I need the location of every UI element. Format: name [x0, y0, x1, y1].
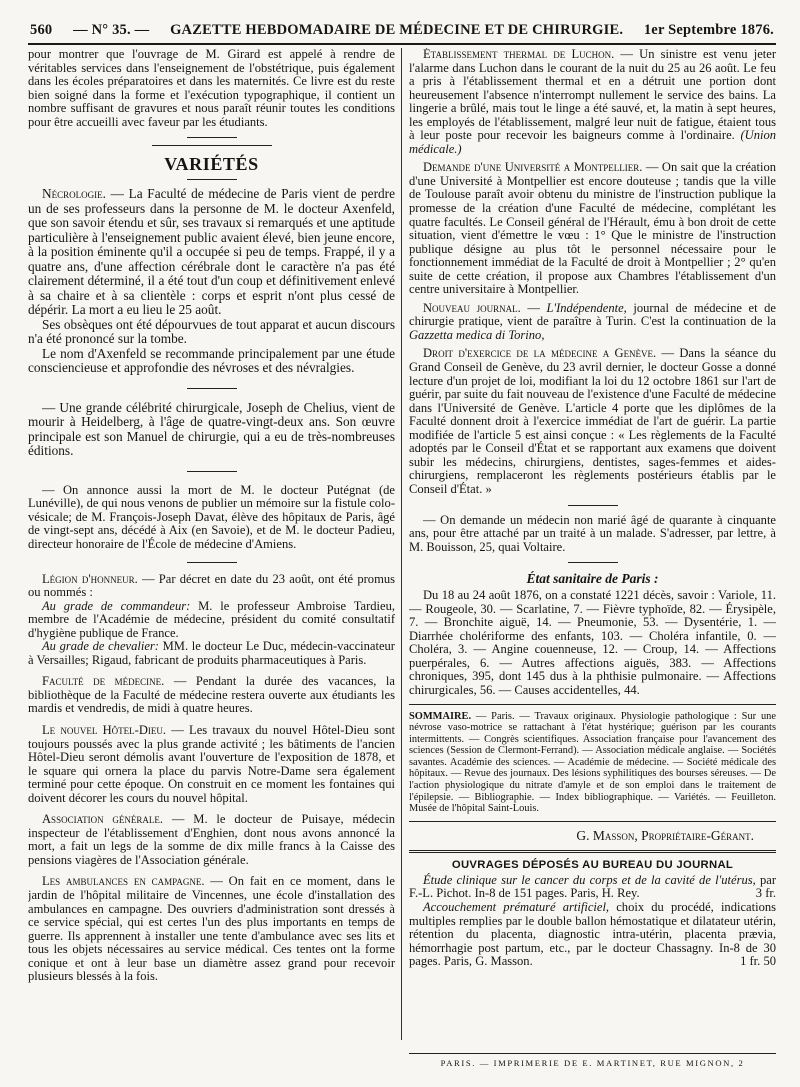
necrologie-paragraph: [28, 187, 395, 318]
divider: [409, 704, 776, 705]
book-2-text: choix du procédé, indications multiples remplies par le double ballon hémostatique et dilatateur utérin, rétention du placenta, diagnostic intra-utérin, placenta prævia, hémorrhagie post partum, etc., par le docteur Chassagny. In-8 de 30 pages. Paris, G. Masson.: [409, 899, 776, 969]
legion-chevalier: [28, 640, 395, 667]
universite-label: Demande d'une Université a Montpellier.: [423, 160, 643, 175]
geneve-text: — Dans la séance du Grand Conseil de Genève, du 23 avril dernier, le docteur Gosse a donné lecture d'un projet de loi, modifiant la loi du 12 octobre 1861 sur l'art de guérir, par suite du fait nouveau de l'existence d'une Faculté de médecine dans l'Université de Genève. L'article 4 porte que les diplômes de la Faculté donnent droit à l'exercice immédiat de l'art de guérir. La partie modifiée de l'article 5 est ainsi conçue : « Les règlements de la Faculté adoptés par le Conseil d'État et se rapportant aux examens que doivent subir les médecins, chirurgiens, dentistes, sages-femmes et aides-chirurgiens, remplaceront les règlements postérieurs établis par le Conseil d'État. »: [409, 346, 776, 496]
divider: [187, 137, 237, 138]
geneve-label: Droit d'exercice de la médecine a Genève.: [423, 346, 657, 361]
association-label: Association générale.: [42, 812, 164, 827]
header-rule: [28, 43, 776, 45]
ambulances-label: Les ambulances en campagne.: [42, 874, 205, 889]
nouveau-journal-dash: —: [520, 300, 547, 315]
nouveau-journal-text: journal de médecine et de chirurgie pratique, vient de paraître à Turin. C'est la continuation de la: [409, 300, 776, 329]
divider: [187, 179, 237, 180]
association-text: — M. le docteur de Puisaye, médecin inspecteur de l'établissement d'Enghien, dont nous avons annoncé la mort, a fait un legs de la somme de dix mille francs à la Caisse des pensions viagères de l'Association générale.: [28, 812, 395, 867]
faculte-paragraph: [28, 675, 395, 716]
imprint: PARIS. — IMPRIMERIE DE E. MARTINET, RUE MIGNON, 2: [440, 1058, 745, 1068]
issue-number: — N° 35. —: [73, 22, 150, 38]
divider: [152, 145, 272, 146]
luchon-source: (Union médicale.): [409, 128, 776, 156]
etat-sanitaire-title: État sanitaire de Paris :: [526, 571, 659, 587]
legion-paragraph: [28, 573, 395, 600]
newspaper-page: [28, 22, 776, 1074]
owner-name: G. Masson, Propriétaire-Gérant.: [576, 827, 754, 843]
column-rule: [395, 48, 409, 1074]
geneve-paragraph: [409, 347, 776, 496]
divider: [409, 821, 776, 822]
divider: [187, 562, 237, 563]
nouveau-journal-label: Nouveau journal.: [423, 300, 521, 315]
putegnat-paragraph: — On annonce aussi la mort de M. le docteur Putégnat (de Lunéville), de qui nous venons de publier un mémoire sur la fistule colo-vésicale; de M. François-Joseph Davat, élève des hôpitaux de Paris, âgé de vingt-sept ans, décédé à Aix (en Savoie), et de M. le docteur Padieu, directeur honoraire de l'École de médecine d'Amiens.: [28, 482, 395, 551]
owner-line: [409, 828, 776, 844]
right-column: [409, 48, 776, 1074]
faculte-label: Faculté de médecine.: [42, 674, 165, 689]
universite-text: — On sait que la création d'une Université à Montpellier est encore douteuse ; tandis que la ville de Toulouse paraît avoir obtenu du ministre de l'instruction publique la promesse de la création d'une Faculté de médecine, complétant les quatre facultés. Le Conseil général de l'Hérault, ému à bon droit de cette situation, vient d'émettre le vœu : 1° Que le ministre de l'instruction publique désigne au plus tôt le personnel nécessaire pour le fonctionnement immédiat de la Faculté de droit à Montpellier ; 2° qu'en suite de cette création, il propose aux Chambres l'établissement d'un centre universitaire à Montpellier.: [409, 160, 776, 297]
hotel-dieu-paragraph: [28, 724, 395, 805]
legion-commandeur: [28, 600, 395, 641]
book-2: [409, 901, 776, 969]
necrologie-paragraph-3: Le nom d'Axenfeld se recommande principalement par une étude consciencieuse et approfondie des névroses et des névralgies.: [28, 345, 395, 376]
journal-title: GAZETTE HEBDOMADAIRE DE MÉDECINE ET DE CHIRURGIE.: [170, 22, 624, 38]
book-1-text: par F.-L. Pichot. In-8 de 151 pages. Paris, H. Rey.: [409, 872, 776, 901]
sommaire-label: SOMMAIRE.: [409, 710, 472, 722]
ambulances-paragraph: [28, 875, 395, 983]
legion-chevalier-text: MM. le docteur Le Duc, médecin-vaccinateur à Versailles; Rigaud, fabricant de produits pharmaceutiques à Paris.: [28, 639, 395, 667]
gazzetta-name: Gazzetta medica di Torino,: [409, 327, 545, 342]
book-1: [409, 874, 776, 901]
issue-date: 1er Septembre 1876.: [643, 22, 774, 38]
sommaire-text: — Paris. — Travaux originaux. Physiologie pathologique : Sur une névrose vaso-motrice se rattachant à l'état hystérique; guérison par les courants intermittents. — Congrès scientifiques. Association française pour l'avancement des sciences (Session de Clermont-Ferrand). — Association médicale anglaise. — Sociétés savantes. Académie des sciences. — Académie de médecine. — Société médicale des hôpitaux. — Revue des journaux. Des lésions syphilitiques des bourses séreuses. — De l'action physiologique du nitrate d'amyle et de son emploi dans le traitement de l'épilepsie. — Bibliographie. — Index bibliographique. — Variétés. — Feuilleton. Musée de l'hôpital Saint-Louis.: [409, 710, 776, 815]
legion-label: Légion d'honneur.: [42, 571, 138, 586]
sommaire-paragraph: [409, 711, 776, 815]
page-header: [28, 22, 776, 42]
columns: [28, 48, 776, 1074]
book-2-price: 1 fr. 50: [740, 954, 776, 969]
divider: [187, 471, 237, 472]
divider: [187, 388, 237, 389]
ouvrages-title: OUVRAGES DÉPOSÉS AU BUREAU DU JOURNAL: [451, 858, 734, 871]
universite-paragraph: [409, 161, 776, 296]
ambulances-text: — On fait en ce moment, dans le jardin de l'hôpital militaire de Vincennes, une école d'installation des ambulances en campagne. Des ouvriers d'administration sont dressés à ce service spécial, qui est certes l'un des plus importants en temps de guerre. Ils apprennent à installer une tente d'ambulance avec ses lits et tous les objets nécessaires au service médical. Ces tentes ont la forme conique et ont à leur base un diamètre assez grand pour recevoir plusieurs blessés à la fois.: [28, 874, 395, 984]
luchon-text: — Un sinistre est venu jeter l'alarme dans Luchon dans le courant de la nuit du 25 au 26 août. Le feu a pris à l'établissement thermal et en a détruit une portion dont heureusement l'absence n'interrompt nullement le service des bains. La lingerie a brûlé, mais tout le linge a été sauvé, et, la matin à sept heures, les employés de l'établissement, malgré leur nuit de fatigue, étaient tous à leur poste pour recevoir les baigneurs comme à l'ordinaire.: [409, 48, 776, 143]
legion-text: — Par décret en date du 23 août, ont été promus ou nommés :: [28, 571, 395, 600]
demande-paragraph: — On demande un médecin non marié âgé de quarante à cinquante ans, pour être attaché par un traité à un malade. S'adresser, par lettre, à M. Bouisson, 25, quai Voltaire.: [409, 512, 776, 554]
legion-commandeur-label: Au grade de commandeur:: [42, 598, 191, 613]
divider: [409, 850, 776, 853]
nouveau-journal-paragraph: [409, 302, 776, 343]
etat-sanitaire-text: Du 18 au 24 août 1876, on a constaté 1221 décès, savoir : Variole, 11. — Rougeole, 30. — Scarlatine, 7. — Fièvre typhoïde, 82. — Érysipèle, 7. — Bronchite aiguë, 14. — Pneumonie, 53. — Dysentérie, 1. — Diarrhée cholériforme des enfants, 103. — Choléra infantile, 0. — Choléra, 3. — Angine couenneuse, 12. — Croup, 14. — Affections puerpérales, 6. — Autres affections aiguës, 383. — Affections chroniques, 395, dont 145 dus à la phthisie pulmonaire. — Affections chirurgicales, 56. — Causes accidentelles, 44.: [409, 588, 776, 697]
journal-name: L'Indépendente,: [546, 300, 627, 315]
necrologie-label: Nécrologie.: [42, 186, 106, 202]
divider: [568, 505, 618, 506]
legion-chevalier-label: Au grade de chevalier:: [42, 639, 159, 654]
association-paragraph: [28, 813, 395, 867]
page-number: 560: [30, 22, 53, 38]
necrologie-text: — La Faculté de médecine de Paris vient de perdre un de ses professeurs dans la personne de M. le docteur Axenfeld, que son savoir étendu et sûr, ses travaux si remarqués et une aptitude particulière à l'enseignement public avaient élevé, bien jeune encore, à la position éminente qu'il a occupée si peu de temps. Frappé, il y a quatre ans, d'une affection cérébrale dont le caractère n'a pas été clairement déterminé, il a été tout d'un coup et définitivement enlevé à sa chaire et à sa clientèle : corps et esprit n'ont plus cessé de dépérir. La mort a eu lieu le 25 août.: [28, 186, 395, 318]
imprint-rule: [409, 1053, 776, 1054]
necrologie-paragraph-2: Ses obsèques ont été dépourvues de tout apparat et aucun discours n'a été prononcé sur la tombe.: [28, 316, 395, 347]
divider: [568, 562, 618, 563]
hotel-dieu-text: — Les travaux du nouvel Hôtel-Dieu sont toujours poussés avec la plus grande activité ; les bâtiments de l'ancien Hôtel-Dieu seront démolis avant l'ouverture de l'exposition de 1878, et le square qui ornera la place du parvis Notre-Dame sera également terminé pour cette époque. On construit en ce moment les fontaines qui doivent décorer les cours du nouvel hôpital.: [28, 722, 395, 805]
luchon-label: Établissement thermal de Luchon.: [423, 48, 615, 61]
intro-paragraph: pour montrer que l'ouvrage de M. Girard est appelé à rendre de véritables services dans l'enseignement de l'obstétrique, puis également dans les écoles préparatoires et dans les maternités. Ce livre est du reste bien soigné dans la forme et l'exécution typographique, il contient un nombre suffisant de gravures et nous paraît réunir toutes les conditions pour être accueilli avec faveur par les étudiants.: [28, 48, 395, 129]
left-column: [28, 48, 395, 1074]
legion-commandeur-text: M. le professeur Ambroise Tardieu, membre de l'Académie de médecine, président du comité consultatif d'hygiène publique de France.: [28, 598, 395, 640]
chelius-paragraph: — Une grande célébrité chirurgicale, Joseph de Chelius, vient de mourir à Heidelberg, à l'âge de quatre-vingt-deux ans. Son œuvre principale est son Manuel de chirurgie, qui a eu de très-nombreuses éditions.: [28, 399, 395, 459]
faculte-text: — Pendant la durée des vacances, la bibliothèque de la Faculté de médecine restera ouverte aux étudiants les mardis et vendredis, de midi à quatre heures.: [28, 674, 395, 716]
book-1-price: 3 fr.: [755, 886, 776, 901]
book-2-title: Accouchement prématuré artificiel,: [423, 899, 610, 914]
hotel-dieu-label: Le nouvel Hôtel-Dieu.: [42, 722, 167, 737]
luchon-paragraph: [409, 48, 776, 156]
section-title: VARIÉTÉS: [164, 154, 259, 175]
book-1-title: Étude clinique sur le cancer du corps et de la cavité de l'utérus,: [423, 872, 756, 887]
